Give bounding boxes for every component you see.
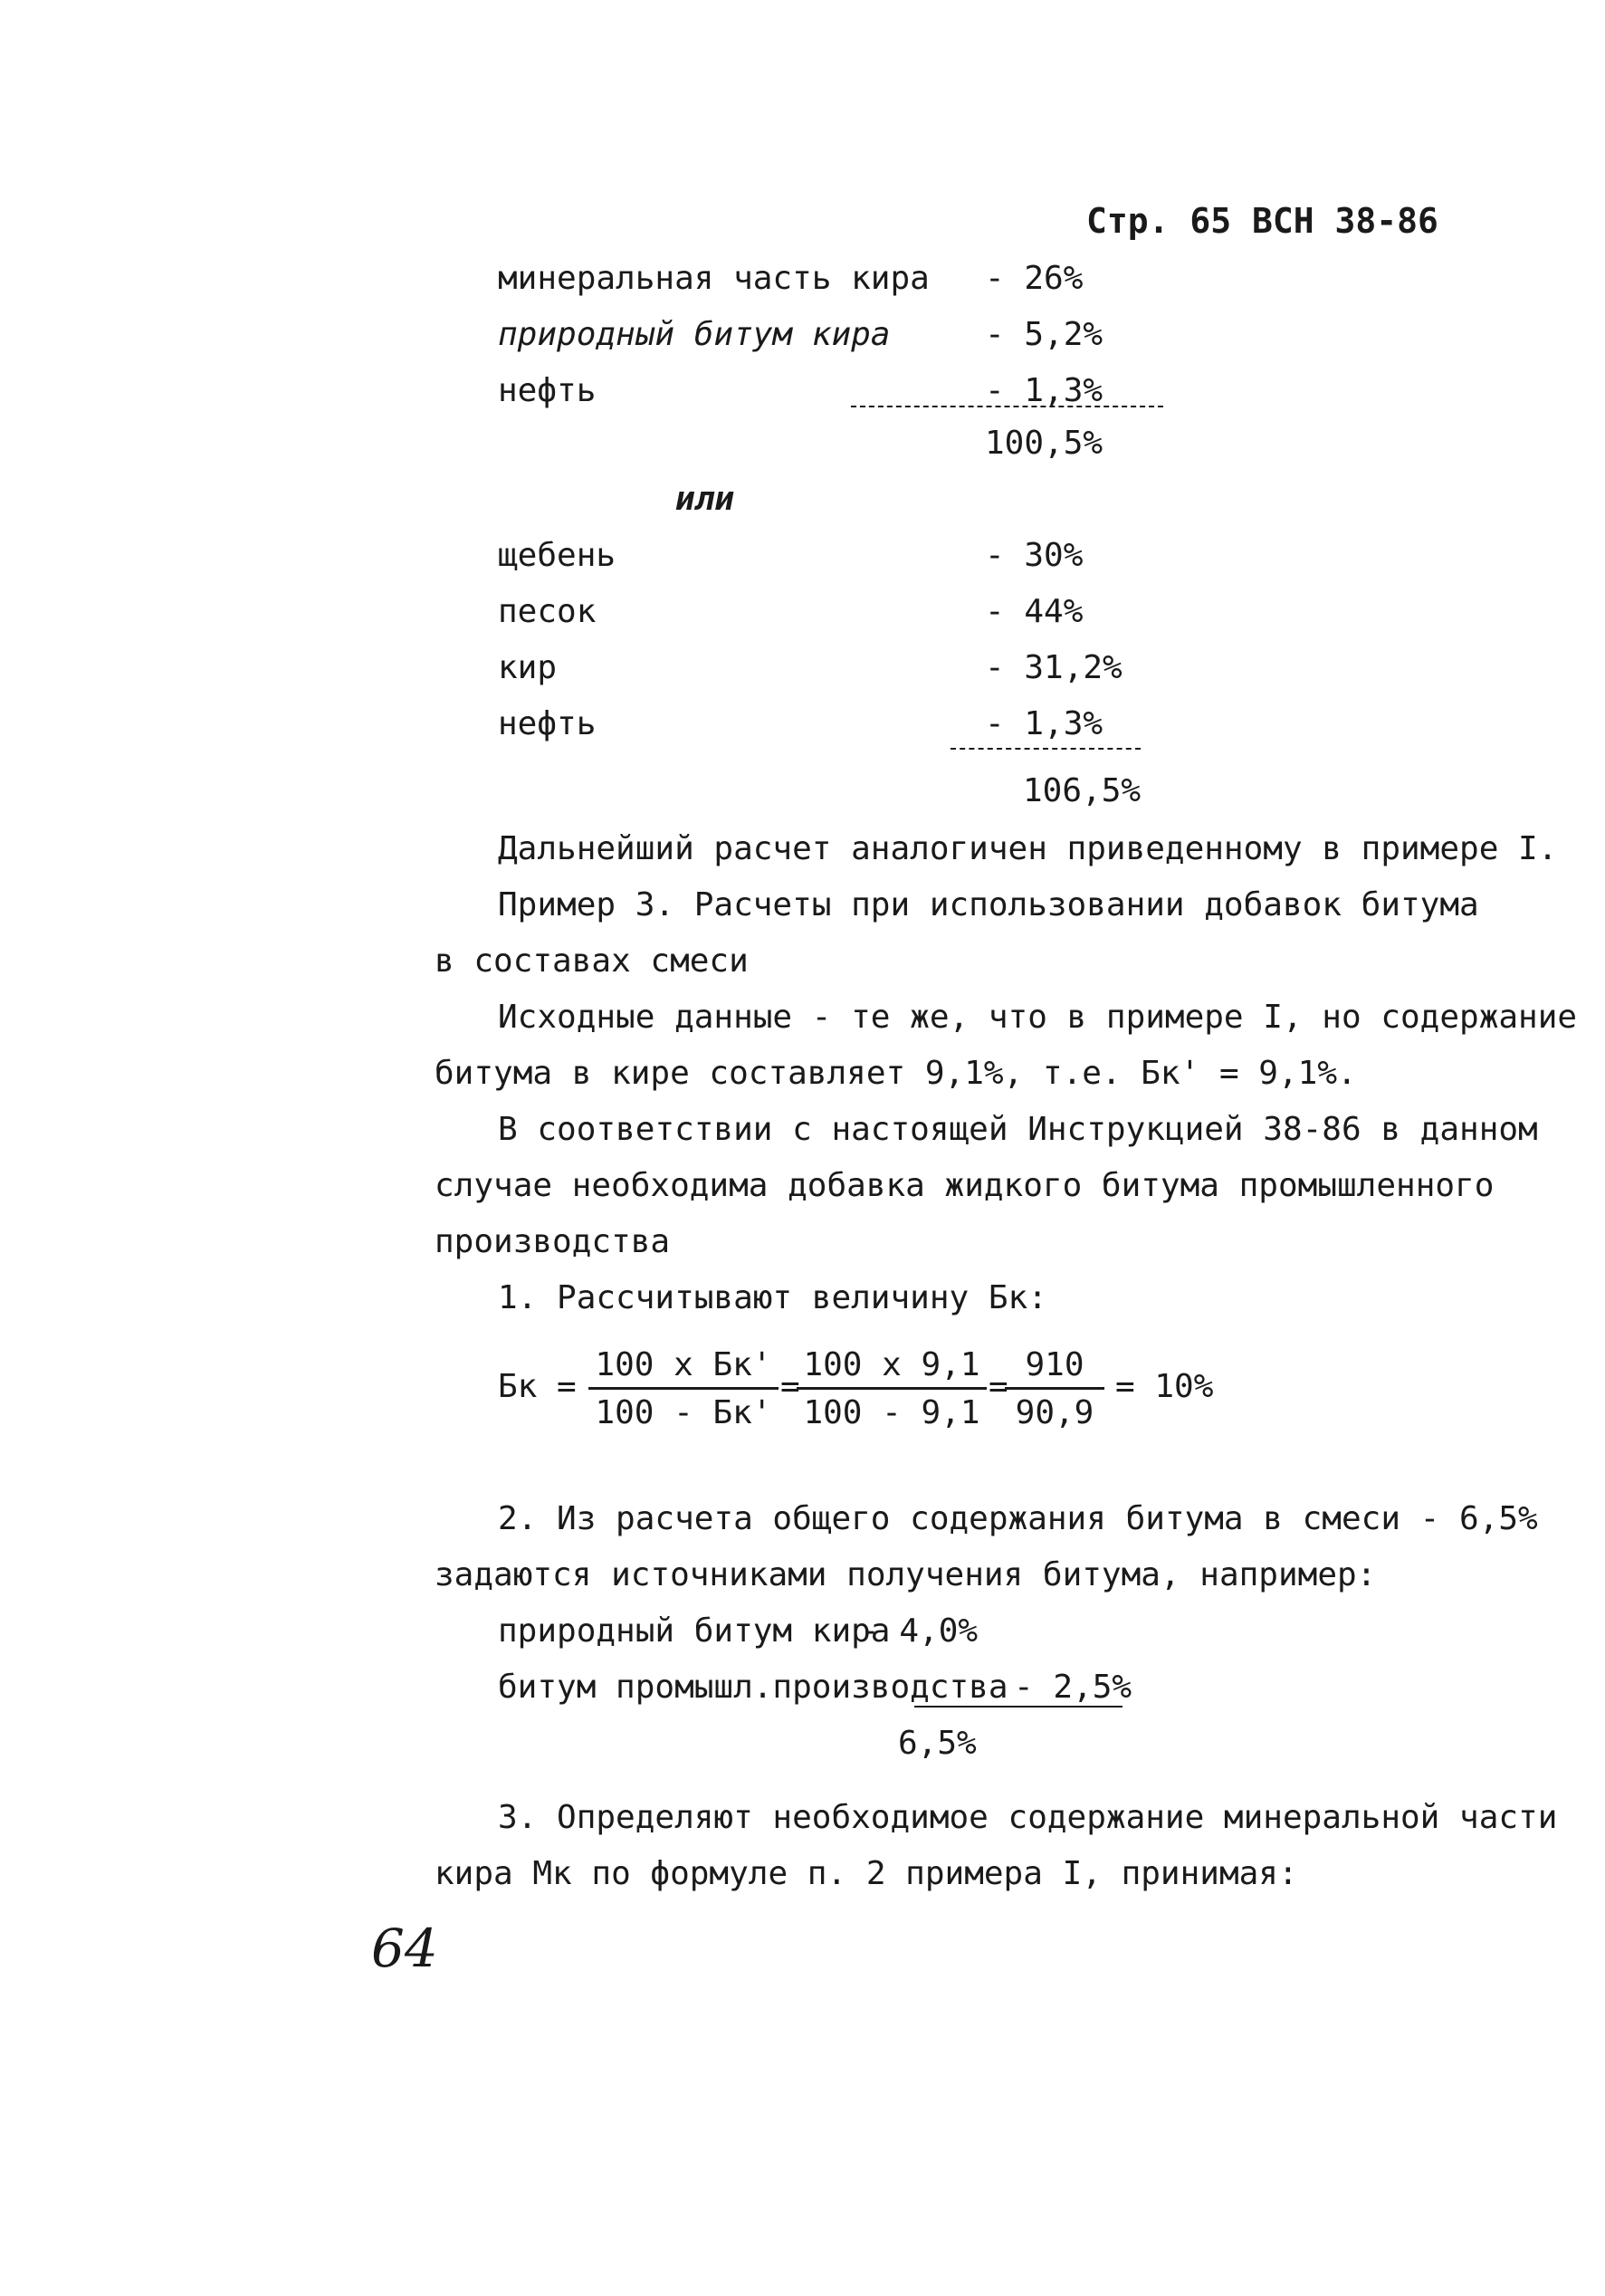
sum-rule-2 xyxy=(951,748,1141,750)
step-3-cont: кира Мк по формуле п. 2 примера I, принимая: xyxy=(435,1855,1298,1892)
paragraph-text: Исходные данные - те же, что в примере I, но содержание xyxy=(498,999,1578,1036)
paragraph-text: случае необходима добавка жидкого битума промышленного xyxy=(435,1167,1495,1204)
bitumen-source-value: - 4,0% xyxy=(860,1612,979,1650)
bitumen-source-label: битум промышл.производства xyxy=(498,1669,1008,1706)
fraction-numerator: 100 x Бк' xyxy=(588,1345,779,1390)
step-2: 2. Из расчета общего содержания битума в смеси - 6,5% xyxy=(498,1500,1538,1537)
composition1-total: 100,5% xyxy=(985,425,1103,462)
paragraph-text: В соответствии с настоящей Инструкцией 38-86 в данном xyxy=(498,1111,1538,1148)
bitumen-source-label: природный битум кира xyxy=(498,1612,891,1650)
composition2-label: кир xyxy=(498,649,558,686)
composition1-value: - 5,2% xyxy=(985,316,1103,353)
formula-result: = 10% xyxy=(1115,1368,1214,1405)
paragraph-text: битума в кире составляет 9,1%, т.е. Бк' = 9,1%. xyxy=(435,1055,1357,1092)
step-1: 1. Рассчитывают величину Бк: xyxy=(498,1279,1047,1316)
formula-equals: = xyxy=(989,1368,1008,1405)
composition1-value: - 1,3% xyxy=(985,372,1103,409)
composition2-value: - 31,2% xyxy=(985,649,1123,686)
page-header: Стр. 65 ВСН 38-86 xyxy=(1086,201,1438,241)
fraction-numerator: 910 xyxy=(1005,1345,1104,1390)
formula-lhs: Бк = xyxy=(498,1368,577,1405)
formula-fraction-2 xyxy=(797,1345,987,1433)
composition1-value: - 26% xyxy=(985,260,1084,297)
composition2-total: 106,5% xyxy=(1023,772,1142,809)
composition2-label: нефть xyxy=(498,705,597,742)
composition2-label: щебень xyxy=(498,537,616,574)
bitumen-source-value: - 2,5% xyxy=(1014,1669,1132,1706)
composition1-label: нефть xyxy=(498,372,597,409)
fraction-denominator: 100 - Бк' xyxy=(595,1394,772,1431)
sum-rule-1 xyxy=(851,406,1163,407)
step-2-cont: задаются источниками получения битума, например: xyxy=(435,1556,1377,1593)
fraction-denominator: 100 - 9,1 xyxy=(803,1394,980,1431)
or-separator: или xyxy=(675,481,735,518)
example-heading: Пример 3. Расчеты при использовании добавок битума xyxy=(498,886,1479,923)
composition2-label: песок xyxy=(498,593,597,630)
step-3: 3. Определяют необходимое содержание минеральной части xyxy=(498,1799,1558,1836)
composition2-value: - 30% xyxy=(985,537,1084,574)
fraction-denominator: 90,9 xyxy=(1015,1394,1094,1431)
composition1-label: природный битум кира xyxy=(498,316,891,353)
formula-equals: = xyxy=(780,1368,800,1405)
formula-fraction-3 xyxy=(1005,1345,1104,1433)
composition2-value: - 1,3% xyxy=(985,705,1103,742)
bitumen-total: 6,5% xyxy=(898,1725,977,1762)
sum-rule-3 xyxy=(914,1706,1123,1708)
fraction-numerator: 100 x 9,1 xyxy=(797,1345,987,1390)
handwritten-page-number: 64 xyxy=(371,1918,438,1979)
formula-fraction-1 xyxy=(588,1345,779,1433)
paragraph-text: Дальнейший расчет аналогичен приведенному в примере I. xyxy=(498,830,1558,867)
example-heading-cont: в составах смеси xyxy=(435,942,749,980)
composition1-label: минеральная часть кира xyxy=(498,260,930,297)
paragraph-text: производства xyxy=(435,1223,671,1260)
composition2-value: - 44% xyxy=(985,593,1084,630)
